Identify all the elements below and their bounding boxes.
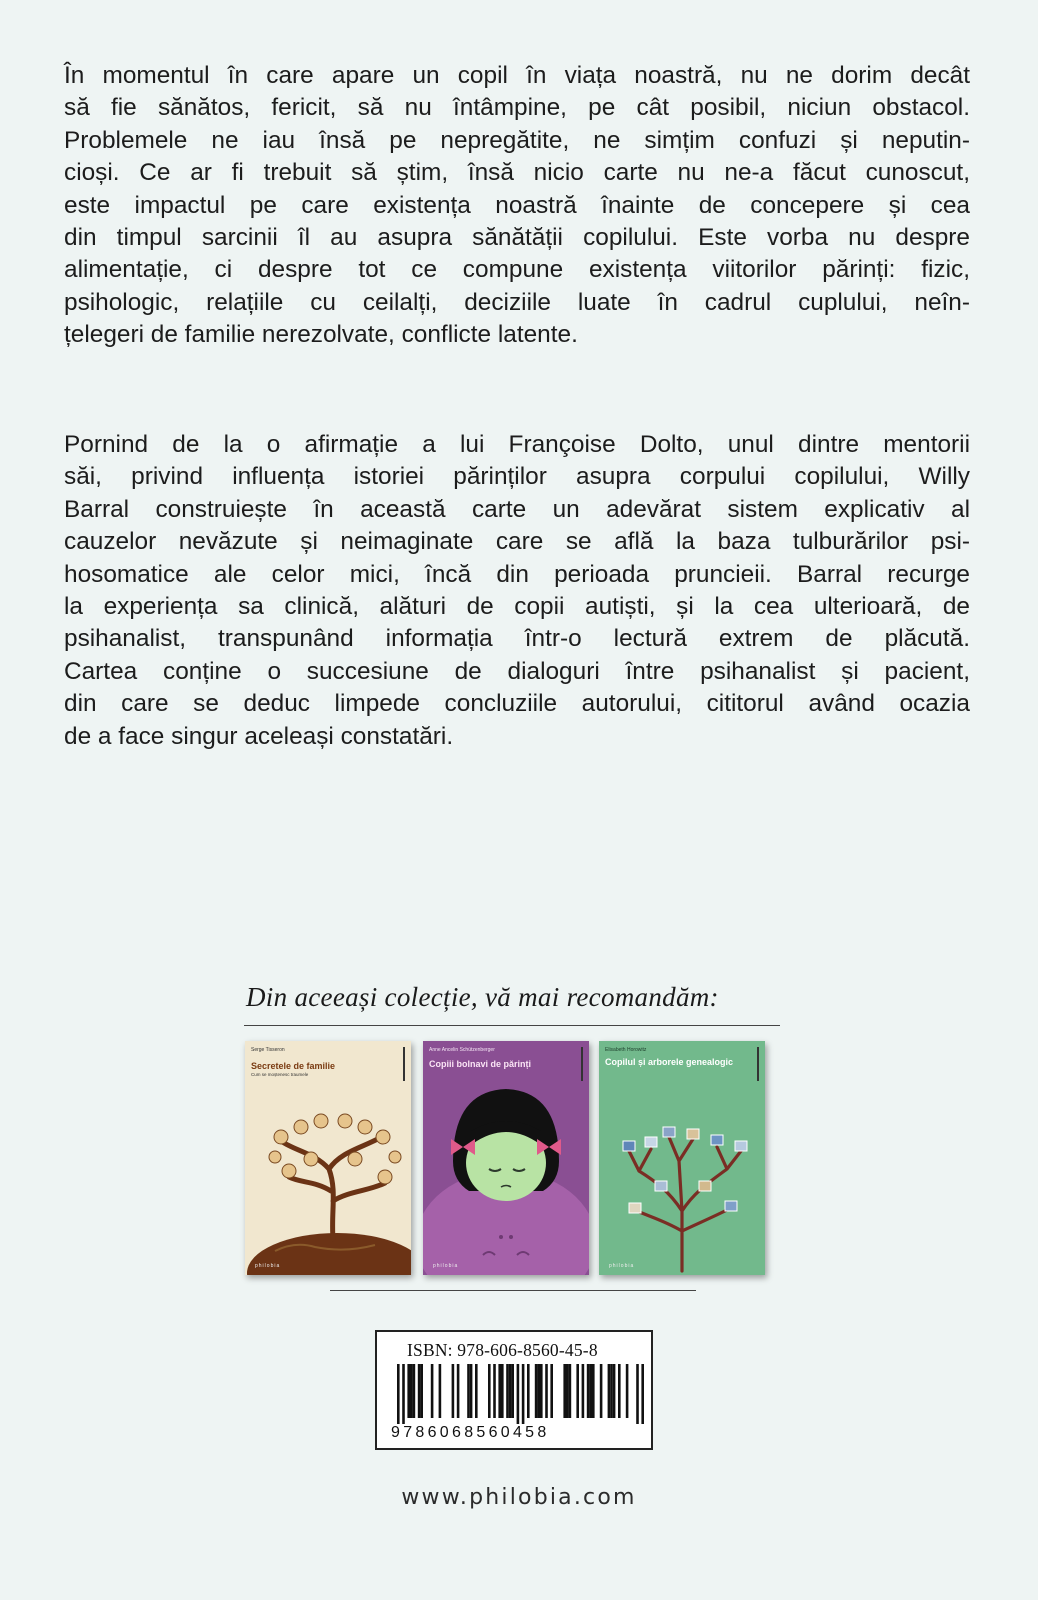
description-paragraph-1 (64, 60, 970, 352)
text-line: alimentație, ci despre tot ce compune existența viitorilor părinți: fizic, (64, 256, 970, 284)
barcode-bar (467, 1364, 470, 1418)
book-title: Copiii bolnavi de părinți (429, 1059, 532, 1069)
text-line: cioși. Ce ar fi trebuit să știm, însă nicio carte nu ne-a făcut cunoscut, (64, 159, 970, 187)
barcode-bar (509, 1364, 512, 1418)
barcode-bar (582, 1364, 585, 1418)
isbn-label: ISBN: 978-606-8560-45-8 (407, 1340, 598, 1360)
barcode-bar (550, 1364, 553, 1418)
book-publisher: philobia (255, 1263, 281, 1269)
book-publisher: philobia (433, 1263, 459, 1269)
barcode-bar (397, 1364, 400, 1424)
recommended-book-cover-1 (245, 1041, 411, 1275)
barcode-bar (517, 1364, 520, 1424)
barcode-bar (413, 1364, 416, 1418)
text-line: psihanalist, transpunând informația într-o lectură extrem de plăcută. (64, 625, 970, 653)
divider-bottom (330, 1290, 696, 1291)
barcode-bar (522, 1364, 525, 1424)
child-face-illustration (423, 1041, 589, 1275)
barcode-bar (475, 1364, 478, 1418)
text-line: Pornind de la o afirmație a lui Françoise Dolto, unul dintre mentorii (64, 431, 970, 458)
barcode-bar (618, 1364, 621, 1418)
barcode-bar (439, 1364, 442, 1418)
text-line: psihologic, relațiile cu ceilalți, deciziile luate în cadrul cuplului, neîn- (64, 288, 970, 316)
barcode-bar (535, 1364, 538, 1418)
barcode-bar (626, 1364, 629, 1418)
barcode-bar (506, 1364, 509, 1418)
ean-digits: 9786068560458 (391, 1424, 550, 1441)
barcode-bar (493, 1364, 496, 1418)
barcode-bar (540, 1364, 543, 1418)
barcode-bar (488, 1364, 491, 1418)
barcode-bar (566, 1364, 569, 1418)
text-line: cauzelor nevăzute și neimaginate care se află la baza tulburărilor psi- (64, 528, 970, 556)
barcode-bar (537, 1364, 540, 1418)
book-title: Copilul și arborele genealogic (605, 1057, 734, 1067)
barcode-bar (613, 1364, 616, 1418)
barcode-bar (511, 1364, 514, 1418)
barcode-bar (402, 1364, 405, 1424)
text-line: hosomatice ale celor mici, încă din perioada pruncieii. Barral recurge (64, 560, 970, 588)
barcode-bar (431, 1364, 434, 1418)
text-line: să fie sănătos, fericit, să nu întâmpine, pe cât posibil, niciun obstacol. (64, 94, 970, 122)
text-line: din timpul sarcinii îl au asupra sănătății copilului. Este vorba nu despre (64, 224, 970, 252)
barcode-bar (501, 1364, 504, 1418)
barcode-bar (641, 1364, 644, 1424)
barcode-bar (587, 1364, 590, 1418)
barcode-bar (576, 1364, 579, 1418)
publisher-website: www.philobia.com (401, 1485, 637, 1510)
book-subtitle: Cum se moștenesc traumele (251, 1072, 309, 1077)
barcode-bar (600, 1364, 603, 1418)
recommended-book-cover-2 (423, 1041, 589, 1275)
recommendations-heading: Din aceeași colecție, vă mai recomandăm: (246, 982, 719, 1012)
text-line: săi, privind influența istoriei părinților asupra corpului copilului, Willy (64, 463, 970, 491)
spine-mark (581, 1047, 583, 1081)
isbn-barcode-box (375, 1330, 653, 1450)
barcode-bar (563, 1364, 566, 1418)
text-line: este impactul pe care existența noastră înainte de concepere și cea (64, 191, 970, 219)
barcode-bar (610, 1364, 613, 1418)
barcode-bar (527, 1364, 530, 1418)
barcode-bar (457, 1364, 460, 1418)
barcode-bar (592, 1364, 595, 1418)
spine-mark (757, 1047, 759, 1081)
barcode-bar (545, 1364, 548, 1418)
book-title: Secretele de familie (251, 1061, 336, 1071)
barcode-bar (418, 1364, 421, 1418)
barcode-bar (420, 1364, 423, 1418)
book-author: Elisabeth Horowitz (605, 1047, 647, 1053)
text-line: din care se deduc limpede concluziile autorului, cititorul având ocazia (64, 690, 970, 718)
divider-top (244, 1025, 780, 1026)
text-line: În momentul în care apare un copil în viața noastră, nu ne dorim decât (64, 62, 970, 89)
barcode-bar (569, 1364, 572, 1418)
text-line: la experiența sa clinică, alături de copii autiști, și la cea ulterioară, de (64, 593, 970, 621)
barcode-bar (410, 1364, 413, 1418)
barcode-bar (452, 1364, 455, 1418)
barcode-bar (589, 1364, 592, 1418)
barcode-bar (608, 1364, 611, 1418)
book-author: Anne Ancelin Schützenberger (429, 1047, 495, 1053)
description-paragraph-2 (64, 429, 970, 753)
text-line: țelegeri de familie nerezolvate, conflicte latente. (64, 321, 578, 349)
spine-mark (403, 1047, 405, 1081)
barcode-bar (636, 1364, 639, 1424)
text-line: de a face singur aceleași constatări. (64, 722, 454, 750)
text-line: Cartea conține o succesiune de dialoguri între psihanalist și pacient, (64, 657, 970, 685)
recommended-book-cover-3 (599, 1041, 765, 1275)
barcode-icon (385, 1364, 647, 1424)
barcode-bar (407, 1364, 410, 1418)
genealogy-tree-illustration (599, 1041, 765, 1275)
text-line: Problemele ne iau însă pe nepregătite, ne simțim confuzi și neputin- (64, 126, 970, 154)
barcode-bar (470, 1364, 473, 1418)
barcode-bar (498, 1364, 501, 1418)
book-author: Serge Tisseron (251, 1047, 285, 1053)
text-line: Barral construiește în această carte un adevărat sistem explicativ al (64, 495, 970, 523)
book-publisher: philobia (609, 1263, 635, 1269)
